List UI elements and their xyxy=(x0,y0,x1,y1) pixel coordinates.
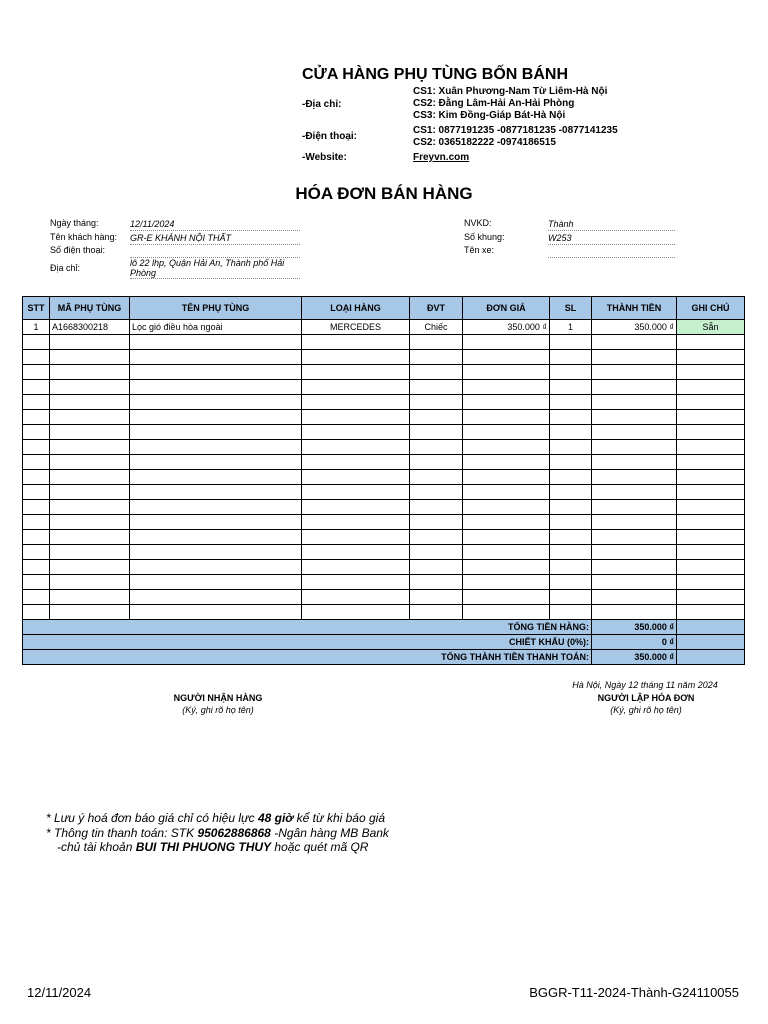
empty-cell xyxy=(677,500,745,515)
empty-cell xyxy=(302,530,410,545)
empty-cell xyxy=(592,395,677,410)
empty-cell xyxy=(592,335,677,350)
place-date: Hà Nội, Ngày 12 tháng 11 năm 2024 xyxy=(572,680,718,690)
empty-cell xyxy=(677,380,745,395)
empty-cell xyxy=(302,440,410,455)
empty-cell xyxy=(23,455,50,470)
empty-cell xyxy=(23,485,50,500)
empty-cell xyxy=(463,380,550,395)
empty-cell xyxy=(50,500,130,515)
empty-cell xyxy=(592,380,677,395)
row-type: MERCEDES xyxy=(302,320,410,335)
empty-cell xyxy=(23,380,50,395)
empty-cell xyxy=(463,590,550,605)
chassis-label: Số khung: xyxy=(464,232,505,242)
discount-value: 0 ₫ xyxy=(592,635,677,650)
empty-cell xyxy=(410,350,463,365)
empty-cell xyxy=(463,575,550,590)
col-header-part-code: MÃ PHỤ TÙNG xyxy=(50,297,130,320)
empty-cell xyxy=(50,560,130,575)
col-header-unit-price: ĐƠN GIÁ xyxy=(463,297,550,320)
empty-cell xyxy=(23,590,50,605)
shop-address-1: CS1: Xuân Phương-Nam Từ Liêm-Hà Nội xyxy=(413,86,608,97)
empty-cell xyxy=(130,440,302,455)
summary-row-discount xyxy=(23,635,745,650)
empty-cell xyxy=(463,350,550,365)
row-part-code: A1668300218 xyxy=(50,320,130,335)
chassis-value: W253 xyxy=(548,232,675,245)
col-header-type: LOẠI HÀNG xyxy=(302,297,410,320)
empty-cell xyxy=(130,605,302,620)
receiver-label: NGƯỜI NHẬN HÀNG xyxy=(173,693,263,703)
table-row-empty xyxy=(23,410,745,425)
footer-date: 12/11/2024 xyxy=(27,985,92,1000)
empty-cell xyxy=(677,335,745,350)
note-validity-text: * Lưu ý hoá đơn báo giá chỉ có hiệu lực xyxy=(46,811,258,825)
empty-cell xyxy=(302,365,410,380)
empty-cell xyxy=(50,410,130,425)
empty-cell xyxy=(130,380,302,395)
subtotal-label: TỔNG TIỀN HÀNG: xyxy=(23,620,592,635)
car-name-label: Tên xe: xyxy=(464,245,495,255)
empty-cell xyxy=(410,455,463,470)
table-row-empty xyxy=(23,380,745,395)
table-header-row xyxy=(23,297,745,320)
empty-cell xyxy=(550,545,592,560)
empty-cell xyxy=(677,365,745,380)
customer-phone-label: Số điện thoại: xyxy=(50,245,106,255)
empty-cell xyxy=(677,530,745,545)
discount-label: CHIẾT KHẤU (0%): xyxy=(23,635,592,650)
shop-phone-2: CS2: 0365182222 -0974186515 xyxy=(413,137,556,148)
empty-cell xyxy=(302,455,410,470)
empty-cell xyxy=(550,515,592,530)
empty-cell xyxy=(50,455,130,470)
empty-cell xyxy=(23,530,50,545)
empty-cell xyxy=(550,530,592,545)
date-label: Ngày tháng: xyxy=(50,218,99,228)
empty-cell xyxy=(50,335,130,350)
empty-cell xyxy=(302,350,410,365)
summary-row-total xyxy=(23,650,745,665)
empty-cell xyxy=(23,350,50,365)
empty-cell xyxy=(410,545,463,560)
empty-cell xyxy=(463,500,550,515)
empty-cell xyxy=(410,575,463,590)
empty-cell xyxy=(550,440,592,455)
empty-cell xyxy=(463,530,550,545)
empty-cell xyxy=(463,365,550,380)
subtotal-note xyxy=(677,620,745,635)
note-account-holder xyxy=(57,840,368,854)
empty-cell xyxy=(302,560,410,575)
empty-cell xyxy=(592,530,677,545)
empty-cell xyxy=(23,470,50,485)
items-table xyxy=(22,296,745,665)
empty-cell xyxy=(463,470,550,485)
empty-cell xyxy=(130,590,302,605)
empty-cell xyxy=(410,425,463,440)
shop-address-3: CS3: Kim Đồng-Giáp Bát-Hà Nội xyxy=(413,110,566,121)
empty-cell xyxy=(50,380,130,395)
empty-cell xyxy=(550,590,592,605)
empty-cell xyxy=(410,365,463,380)
empty-cell xyxy=(463,485,550,500)
empty-cell xyxy=(677,440,745,455)
empty-cell xyxy=(592,590,677,605)
table-row-empty xyxy=(23,365,745,380)
row-amount: 350.000 ₫ xyxy=(592,320,677,335)
table-row-empty xyxy=(23,350,745,365)
empty-cell xyxy=(677,455,745,470)
note-holder-name: BUI THI PHUONG THUY xyxy=(135,840,272,854)
empty-cell xyxy=(302,485,410,500)
table-row-empty xyxy=(23,590,745,605)
empty-cell xyxy=(50,515,130,530)
customer-value: GR-E KHÁNH NỘI THẤT xyxy=(130,232,300,245)
note-payment-text: * Thông tin thanh toán: STK xyxy=(46,826,198,840)
empty-cell xyxy=(677,560,745,575)
table-row-empty xyxy=(23,605,745,620)
empty-cell xyxy=(677,575,745,590)
empty-cell xyxy=(550,410,592,425)
row-unit: Chiếc xyxy=(410,320,463,335)
empty-cell xyxy=(23,605,50,620)
table-row-empty xyxy=(23,545,745,560)
total-note xyxy=(677,650,745,665)
col-header-part-name: TÊN PHỤ TÙNG xyxy=(130,297,302,320)
note-bank-name: -Ngân hàng MB Bank xyxy=(270,826,389,840)
row-stt: 1 xyxy=(23,320,50,335)
subtotal-value: 350.000 ₫ xyxy=(592,620,677,635)
staff-label: NVKD: xyxy=(464,218,492,228)
empty-cell xyxy=(592,455,677,470)
empty-cell xyxy=(550,365,592,380)
empty-cell xyxy=(410,590,463,605)
issuer-title xyxy=(546,693,746,703)
empty-cell xyxy=(410,395,463,410)
empty-cell xyxy=(302,605,410,620)
empty-cell xyxy=(130,560,302,575)
empty-cell xyxy=(130,500,302,515)
empty-cell xyxy=(463,425,550,440)
empty-cell xyxy=(23,545,50,560)
empty-cell xyxy=(550,605,592,620)
empty-cell xyxy=(410,380,463,395)
empty-cell xyxy=(592,485,677,500)
empty-cell xyxy=(410,440,463,455)
empty-cell xyxy=(130,545,302,560)
table-row-empty xyxy=(23,485,745,500)
empty-cell xyxy=(677,545,745,560)
empty-cell xyxy=(50,425,130,440)
empty-cell xyxy=(410,515,463,530)
empty-cell xyxy=(302,545,410,560)
customer-address-label: Địa chỉ: xyxy=(50,263,81,273)
empty-cell xyxy=(677,590,745,605)
empty-cell xyxy=(463,410,550,425)
empty-cell xyxy=(50,470,130,485)
empty-cell xyxy=(677,605,745,620)
empty-cell xyxy=(592,365,677,380)
table-row-empty xyxy=(23,500,745,515)
empty-cell xyxy=(302,500,410,515)
table-row xyxy=(23,320,745,335)
empty-cell xyxy=(410,500,463,515)
issuer-label: NGƯỜI LẬP HÓA ĐƠN xyxy=(597,693,695,703)
col-header-note: GHI CHÚ xyxy=(677,297,745,320)
shop-phone-1: CS1: 0877191235 -0877181235 -0877141235 xyxy=(413,125,618,136)
footer-document-code: BGGR-T11-2024-Thành-G24110055 xyxy=(529,985,739,1000)
empty-cell xyxy=(302,380,410,395)
shop-name: CỬA HÀNG PHỤ TÙNG BỐN BÁNH xyxy=(302,66,569,83)
date-value: 12/11/2024 xyxy=(130,218,300,231)
empty-cell xyxy=(130,395,302,410)
empty-cell xyxy=(592,545,677,560)
empty-cell xyxy=(23,395,50,410)
col-header-unit: ĐVT xyxy=(410,297,463,320)
empty-cell xyxy=(463,605,550,620)
empty-cell xyxy=(23,440,50,455)
empty-cell xyxy=(463,440,550,455)
empty-cell xyxy=(50,485,130,500)
empty-cell xyxy=(50,605,130,620)
empty-cell xyxy=(550,380,592,395)
shop-address-2: CS2: Đằng Lâm-Hải An-Hải Phòng xyxy=(413,98,575,109)
table-row-empty xyxy=(23,395,745,410)
empty-cell xyxy=(592,560,677,575)
empty-cell xyxy=(23,500,50,515)
summary-row-subtotal xyxy=(23,620,745,635)
table-row-empty xyxy=(23,530,745,545)
car-name-value xyxy=(548,245,675,258)
website-link[interactable]: Freyvn.com xyxy=(413,152,470,163)
empty-cell xyxy=(550,575,592,590)
empty-cell xyxy=(677,470,745,485)
empty-cell xyxy=(550,395,592,410)
empty-cell xyxy=(50,440,130,455)
empty-cell xyxy=(23,575,50,590)
empty-cell xyxy=(410,410,463,425)
empty-cell xyxy=(23,365,50,380)
phone-label: -Điện thoại: xyxy=(302,131,357,142)
empty-cell xyxy=(592,425,677,440)
empty-cell xyxy=(592,575,677,590)
empty-cell xyxy=(463,515,550,530)
empty-cell xyxy=(592,410,677,425)
empty-cell xyxy=(677,485,745,500)
note-validity-tail: kể từ khi báo giá xyxy=(293,811,386,825)
empty-cell xyxy=(592,500,677,515)
discount-note xyxy=(677,635,745,650)
table-row-empty xyxy=(23,560,745,575)
empty-cell xyxy=(50,590,130,605)
customer-phone-value xyxy=(130,245,300,258)
empty-cell xyxy=(592,515,677,530)
table-row-empty xyxy=(23,455,745,470)
total-label: TỔNG THÀNH TIỀN THANH TOÁN: xyxy=(23,650,592,665)
empty-cell xyxy=(677,350,745,365)
empty-cell xyxy=(410,530,463,545)
empty-cell xyxy=(410,470,463,485)
empty-cell xyxy=(550,485,592,500)
empty-cell xyxy=(50,530,130,545)
empty-cell xyxy=(463,335,550,350)
empty-cell xyxy=(463,545,550,560)
empty-cell xyxy=(302,425,410,440)
empty-cell xyxy=(302,470,410,485)
empty-cell xyxy=(50,575,130,590)
table-row-empty xyxy=(23,335,745,350)
empty-cell xyxy=(50,365,130,380)
empty-cell xyxy=(302,395,410,410)
empty-cell xyxy=(677,425,745,440)
empty-cell xyxy=(410,605,463,620)
empty-cell xyxy=(592,350,677,365)
empty-cell xyxy=(130,515,302,530)
empty-cell xyxy=(23,560,50,575)
empty-cell xyxy=(677,410,745,425)
empty-cell xyxy=(23,410,50,425)
empty-cell xyxy=(130,455,302,470)
empty-cell xyxy=(463,560,550,575)
website-label: -Website: xyxy=(302,152,347,163)
note-holder-text: -chủ tài khoản xyxy=(57,840,136,854)
receiver-title xyxy=(118,693,318,703)
row-part-name: Lọc gió điều hòa ngoài xyxy=(130,320,302,335)
staff-value: Thành xyxy=(548,218,675,231)
row-quantity: 1 xyxy=(550,320,592,335)
empty-cell xyxy=(410,560,463,575)
note-account-number: 95062886868 xyxy=(197,826,271,840)
empty-cell xyxy=(302,335,410,350)
row-unit-price: 350.000 ₫ xyxy=(463,320,550,335)
empty-cell xyxy=(50,395,130,410)
empty-cell xyxy=(550,425,592,440)
table-row-empty xyxy=(23,575,745,590)
table-row-empty xyxy=(23,440,745,455)
row-note: Sẵn xyxy=(677,320,745,335)
receiver-hint: (Ký, ghi rõ họ tên) xyxy=(182,705,254,715)
empty-cell xyxy=(410,485,463,500)
col-header-stt: STT xyxy=(23,297,50,320)
empty-cell xyxy=(130,470,302,485)
empty-cell xyxy=(130,335,302,350)
address-label: -Địa chỉ: xyxy=(302,99,342,110)
empty-cell xyxy=(302,410,410,425)
note-validity-hours: 48 giờ xyxy=(257,811,294,825)
empty-cell xyxy=(550,500,592,515)
empty-cell xyxy=(23,425,50,440)
empty-cell xyxy=(50,545,130,560)
empty-cell xyxy=(592,605,677,620)
empty-cell xyxy=(463,395,550,410)
table-row-empty xyxy=(23,470,745,485)
empty-cell xyxy=(130,425,302,440)
col-header-amount: THÀNH TIỀN xyxy=(592,297,677,320)
table-row-empty xyxy=(23,515,745,530)
empty-cell xyxy=(50,350,130,365)
customer-address-value: lô 22 lhp, Quận Hải An, Thành phố Hải Phòng xyxy=(130,258,300,279)
empty-cell xyxy=(550,560,592,575)
empty-cell xyxy=(677,395,745,410)
empty-cell xyxy=(592,470,677,485)
issuer-hint: (Ký, ghi rõ họ tên) xyxy=(610,705,682,715)
empty-cell xyxy=(302,515,410,530)
table-row-empty xyxy=(23,425,745,440)
empty-cell xyxy=(677,515,745,530)
note-qr-text: hoặc quét mã QR xyxy=(271,840,369,854)
empty-cell xyxy=(302,575,410,590)
customer-label: Tên khách hàng: xyxy=(50,232,118,242)
empty-cell xyxy=(463,455,550,470)
empty-cell xyxy=(23,335,50,350)
empty-cell xyxy=(130,530,302,545)
empty-cell xyxy=(130,350,302,365)
empty-cell xyxy=(302,590,410,605)
empty-cell xyxy=(550,335,592,350)
empty-cell xyxy=(592,440,677,455)
empty-cell xyxy=(550,350,592,365)
empty-cell xyxy=(550,470,592,485)
col-header-quantity: SL xyxy=(550,297,592,320)
empty-cell xyxy=(130,485,302,500)
empty-cell xyxy=(130,410,302,425)
document-title: HÓA ĐƠN BÁN HÀNG xyxy=(295,184,473,203)
empty-cell xyxy=(410,335,463,350)
empty-cell xyxy=(130,575,302,590)
note-payment xyxy=(46,826,389,840)
empty-cell xyxy=(130,365,302,380)
note-validity xyxy=(46,811,385,825)
empty-cell xyxy=(23,515,50,530)
total-value: 350.000 ₫ xyxy=(592,650,677,665)
empty-cell xyxy=(550,455,592,470)
